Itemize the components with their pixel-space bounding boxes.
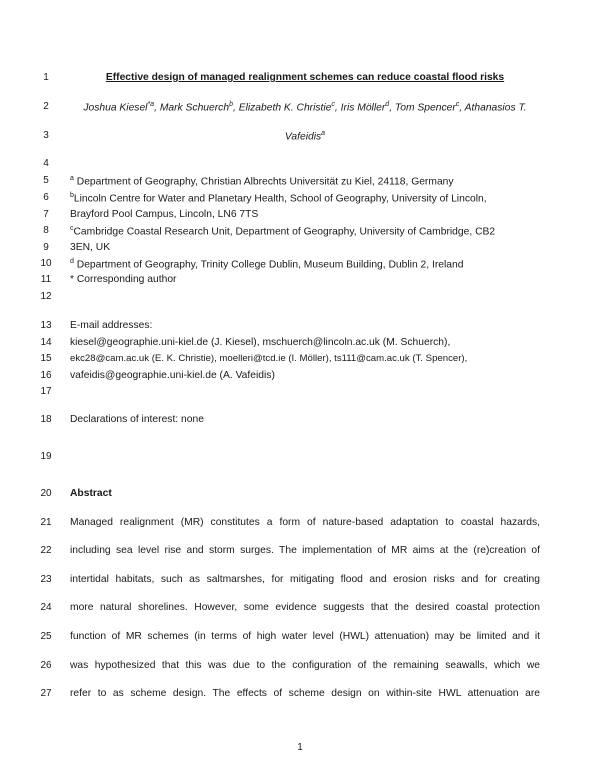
affiliation-d: $^d$ Department of Geography, Trinity College Dublin, Museum Building, Dublin 2, Ireland	[70, 258, 464, 271]
author-mark: *a	[147, 101, 155, 108]
line-number: 2	[43, 101, 49, 112]
line-number: 9	[43, 242, 49, 253]
line-number: 11	[40, 274, 52, 285]
abstract-line: refer to as scheme design. The effects of scheme design on within-site HWL attenuation are	[70, 688, 540, 699]
line-number: 4	[43, 158, 49, 169]
author-mark: c	[455, 101, 460, 108]
author-list: Joshua Kiesel$^{*a}$, Mark Schuerch$^b$, Elizabeth K. Christie$^c$, Iris Möller$^d$, Tom Spencer$^c$, Athanasios T.	[83, 101, 527, 114]
author-name: Mark Schuerch	[159, 102, 230, 114]
abstract-line: intertidal habitats, such as saltmarshes, for mitigating flood and erosion risks and for creating	[70, 574, 540, 585]
author-mark: c	[331, 101, 335, 108]
line-number: 12	[40, 291, 52, 302]
line-number: 13	[40, 320, 52, 331]
corresponding-author-note: * Corresponding author	[70, 274, 177, 285]
author-mark: b	[229, 101, 233, 108]
author-name: Iris Möller	[340, 102, 386, 114]
author-mark: a	[321, 130, 326, 137]
author-name: Athanasios T.	[464, 102, 527, 114]
affiliation-a: $^a$ Department of Geography, Christian Albrechts Universität zu Kiel, 24118, Germany	[70, 175, 454, 188]
paper-title: Effective design of managed realignment schemes can reduce coastal flood risks	[105, 72, 505, 83]
line-number: 27	[40, 688, 52, 699]
line-number: 24	[40, 602, 52, 613]
email-line: kiesel@geographie.uni-kiel.de (J. Kiesel), mschuerch@lincoln.ac.uk (M. Schuerch),	[70, 337, 451, 348]
line-number: 3	[43, 130, 49, 141]
author-name: Tom Spencer	[394, 102, 456, 114]
affiliation-c-continued: 3EN, UK	[70, 242, 111, 253]
author-name: Joshua Kiesel	[83, 102, 148, 114]
abstract-line: including sea level rise and storm surges. The implementation of MR aims at the (re)creation of	[70, 545, 540, 556]
line-number: 17	[40, 386, 52, 397]
declarations: Declarations of interest: none	[70, 414, 204, 425]
line-number: 23	[40, 574, 52, 585]
line-number: 7	[43, 209, 49, 220]
line-number: 18	[40, 414, 52, 425]
author-list-continued	[70, 130, 540, 142]
line-number: 22	[40, 545, 52, 556]
page-number: 1	[297, 742, 303, 753]
abstract-line: was hypothesized that this was due to the configuration of the remaining seawalls, which we	[70, 660, 540, 671]
affiliation-b: $^b$Lincoln Centre for Water and Planetary Health, School of Geography, University of Lincoln,	[70, 192, 487, 205]
line-number: 15	[40, 353, 52, 364]
line-number: 25	[40, 631, 52, 642]
line-number: 14	[40, 337, 52, 348]
email-heading: E-mail addresses:	[70, 320, 153, 331]
abstract-line: Managed realignment (MR) constitutes a form of nature-based adaptation to coastal hazards,	[70, 517, 540, 528]
affiliation-c: $^c$Cambridge Coastal Research Unit, Department of Geography, University of Cambridge, CB2	[70, 225, 496, 238]
line-number: 21	[40, 517, 52, 528]
author-name: Vafeidis	[284, 131, 322, 143]
abstract-line: more natural shorelines. However, some evidence suggests that the desired coastal protection	[70, 602, 540, 613]
line-number: 20	[40, 488, 52, 499]
line-number: 1	[43, 72, 49, 83]
line-number: 19	[40, 451, 52, 462]
abstract-heading: Abstract	[70, 488, 112, 499]
affiliation-b-continued: Brayford Pool Campus, Lincoln, LN6 7TS	[70, 209, 259, 220]
author-name: Elizabeth K. Christie	[238, 102, 332, 114]
email-line: ekc28@cam.ac.uk (E. K. Christie), moelleri@tcd.ie (I. Möller), ts111@cam.ac.uk (T. Spencer),	[70, 353, 468, 364]
line-number: 6	[43, 192, 49, 203]
email-line: vafeidis@geographie.uni-kiel.de (A. Vafeidis)	[70, 370, 275, 381]
line-number: 10	[40, 258, 52, 269]
line-number: 16	[40, 370, 52, 381]
line-number: 26	[40, 660, 52, 671]
author-mark: d	[385, 101, 390, 108]
line-number: 5	[43, 175, 49, 186]
line-number: 8	[43, 225, 49, 236]
abstract-line: function of MR schemes (in terms of high water level (HWL) attenuation) may be limited and it	[70, 631, 540, 642]
